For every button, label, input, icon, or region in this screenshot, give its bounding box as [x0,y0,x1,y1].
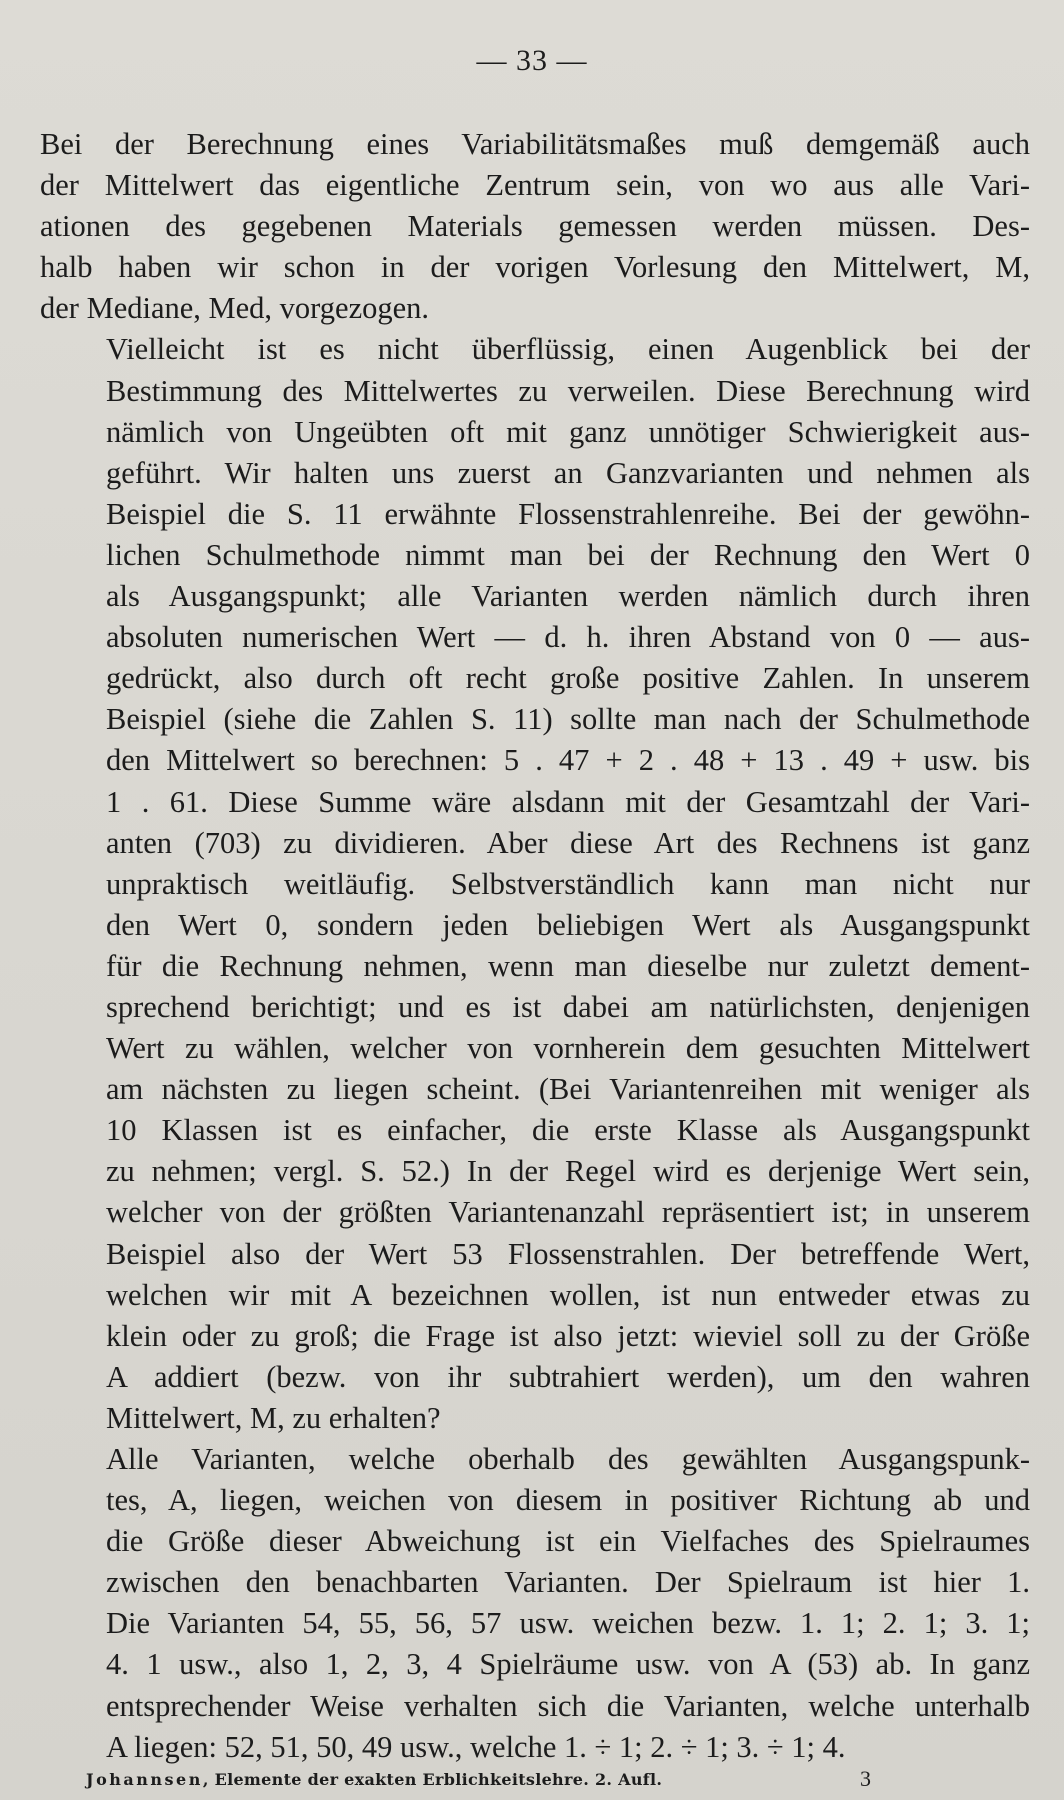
text-line: Wert zu wählen, welcher von vornherein dem gesuchten Mittelwert [106,1031,1030,1066]
text-line: Die Varianten 54, 55, 56, 57 usw. weichen bezw. 1. 1; 2. 1; 3. 1; [106,1606,1030,1641]
text-line: Bei der Berechnung eines Variabilitätsmaßes muß demgemäß auch [40,127,1030,161]
text-line: unpraktisch weitläufig. Selbstverständlich kann man nicht nur [106,866,1030,901]
text-line: absoluten numerischen Wert — d. h. ihren Abstand von 0 — aus- [106,620,1030,655]
text-line: Beispiel die S. 11 erwähnte Flossenstrahlenreihe. Bei der gewöhn- [106,496,1030,531]
text-line: nämlich von Ungeübten oft mit ganz unnötiger Schwierigkeit aus- [106,414,1030,449]
signature-mark: 3 [860,1766,871,1791]
text-line: als Ausgangspunkt; alle Varianten werden nämlich durch ihren [106,579,1030,614]
text-line: den Wert 0, sondern jeden beliebigen Wert als Ausgangspunkt [106,907,1030,942]
text-line: gedrückt, also durch oft recht große positive Zahlen. In unserem [106,661,1030,696]
text-line: welchen wir mit A bezeichnen wollen, ist nun entweder etwas zu [106,1277,1030,1312]
text-line: Beispiel (siehe die Zahlen S. 11) sollte man nach der Schulmethode [106,702,1030,737]
text-line: 10 Klassen ist es einfacher, die erste Klasse als Ausgangspunkt [106,1113,1030,1148]
text-line: welcher von der größten Variantenanzahl repräsentiert ist; in unserem [106,1195,1030,1230]
text-line: klein oder zu groß; die Frage ist also jetzt: wieviel soll zu der Größe [106,1318,1030,1353]
text-line: Alle Varianten, welche oberhalb des gewählten Ausgangspunk- [106,1442,1030,1476]
text-line: tes, A, liegen, weichen von diesem in positiver Richtung ab und [106,1483,1030,1518]
text-line: der Mediane, Med, vorgezogen. [40,291,430,326]
text-line: der Mittelwert das eigentliche Zentrum sein, von wo aus alle Vari- [40,168,1030,203]
page-number: — 33 — [476,44,588,77]
text-line: geführt. Wir halten uns zuerst an Ganzvarianten und nehmen als [106,455,1030,490]
paragraph [40,1439,1030,1768]
running-footer [86,1770,876,1789]
footer-author: Johannsen [86,1770,203,1789]
text-line: zwischen den benachbarten Varianten. Der Spielraum ist hier 1. [106,1565,1030,1600]
text-line: A liegen: 52, 51, 50, 49 usw., welche 1. ÷ 1; 2. ÷ 1; 3. ÷ 1; 4. [106,1729,846,1764]
text-line: zu nehmen; vergl. S. 52.) In der Regel wird es derjenige Wert sein, [106,1154,1030,1189]
text-line: Bestimmung des Mittelwertes zu verweilen. Diese Berechnung wird [106,373,1030,408]
text-line: die Größe dieser Abweichung ist ein Vielfaches des Spielraumes [106,1524,1030,1559]
paragraph [40,124,1030,329]
text-line: ationen des gegebenen Materials gemessen werden müssen. Des- [40,209,1030,244]
text-line: sprechend berichtigt; und es ist dabei am natürlichsten, denjenigen [106,989,1030,1024]
footer-title: , Elemente der exakten Erblichkeitslehre. 2. Aufl. [202,1770,663,1789]
text-line: Beispiel also der Wert 53 Flossenstrahlen. Der betreffende Wert, [106,1236,1030,1271]
body-text [40,124,1030,1768]
text-line: Mittelwert, M, zu erhalten? [106,1400,441,1435]
text-line: entsprechender Weise verhalten sich die Varianten, welche unterhalb [106,1688,1030,1723]
paragraph [40,329,1030,1439]
text-line: für die Rechnung nehmen, wenn man dieselbe nur zuletzt dement- [106,948,1030,983]
text-line: Vielleicht ist es nicht überflüssig, einen Augenblick bei der [106,332,1030,367]
text-line: anten (703) zu dividieren. Aber diese Art des Rechnens ist ganz [106,825,1030,860]
text-line: 1 . 61. Diese Summe wäre alsdann mit der Gesamtzahl der Vari- [106,784,1030,819]
text-line: 4. 1 usw., also 1, 2, 3, 4 Spielräume usw. von A (53) ab. In ganz [106,1647,1030,1682]
text-line: halb haben wir schon in der vorigen Vorlesung den Mittelwert, M, [40,250,1030,285]
text-line: lichen Schulmethode nimmt man bei der Rechnung den Wert 0 [106,537,1030,572]
text-line: den Mittelwert so berechnen: 5 . 47 + 2 . 48 + 13 . 49 + usw. bis [106,743,1030,778]
text-line: A addiert (bezw. von ihr subtrahiert werden), um den wahren [106,1359,1030,1394]
text-line: am nächsten zu liegen scheint. (Bei Variantenreihen mit weniger als [106,1072,1030,1107]
